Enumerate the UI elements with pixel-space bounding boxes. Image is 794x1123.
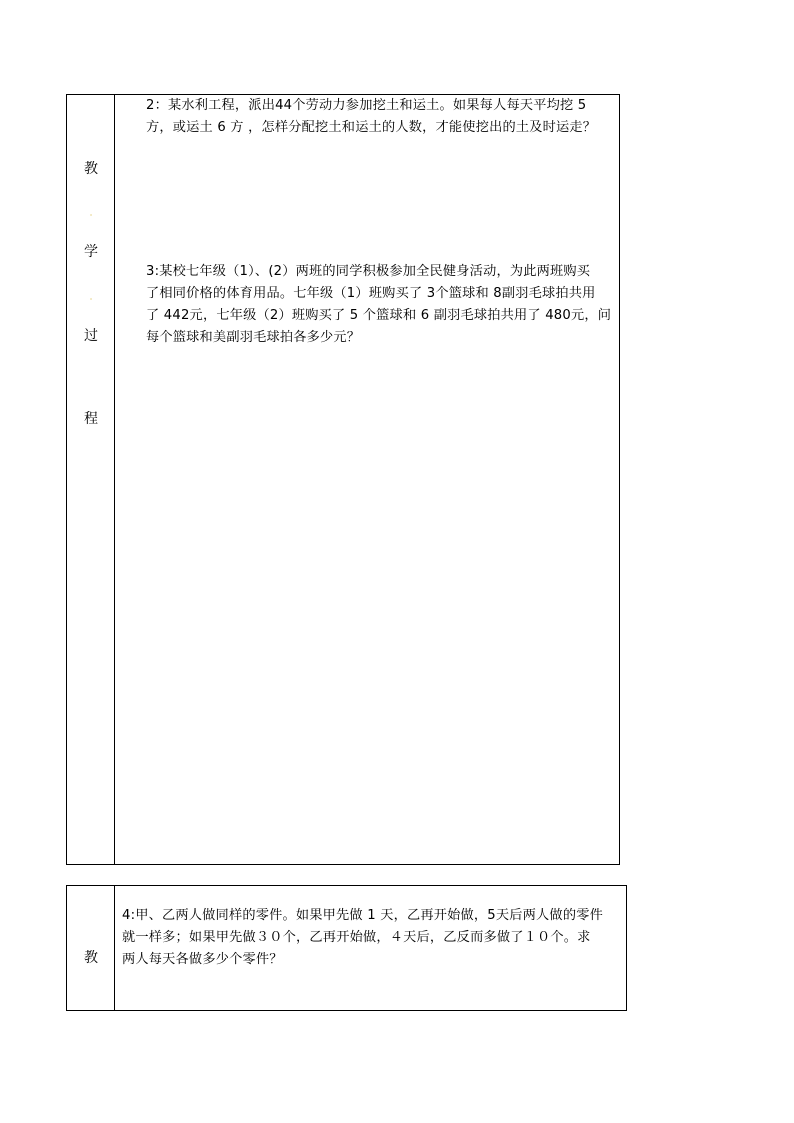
label-char-xue: 学: [84, 244, 98, 260]
problem-4: [122, 905, 603, 971]
label-char-guo: 过: [84, 328, 98, 344]
section-label-column-2: [67, 886, 115, 1010]
problem-2-line: 2：某水利工程，派出44个劳动力参加挖土和运土。如果每人每天平均挖 5: [146, 98, 587, 113]
teaching-table-2: [66, 885, 627, 1011]
label-char-jiao: 教: [84, 950, 98, 966]
problem-4-line: 就一样多；如果甲先做３０个，乙再开始做，４天后，乙反而多做了１０个。求: [122, 930, 591, 945]
label-char-cheng: 程: [84, 411, 98, 427]
problem-3-line: 3:某校七年级（1）、(2）两班的同学积极参加全民健身活动，为此两班购买: [146, 264, 591, 279]
problem-3-line: 每个篮球和美副羽毛球拍各多少元？: [146, 330, 361, 345]
problem-3-line: 了相同价格的体育用品。七年级（1）班购买了 3个篮球和 8副羽毛球拍共用: [146, 286, 596, 301]
problem-3: [146, 261, 611, 349]
teaching-process-table: [66, 94, 620, 865]
label-dot: ·: [89, 211, 93, 220]
problem-3-line: 了 442元，七年级（2）班购买了 5 个篮球和 6 副羽毛球拍共用了 480元，问: [146, 308, 612, 323]
section-label-column: [67, 95, 115, 864]
problem-4-line: 两人每天各做多少个零件？: [122, 952, 283, 967]
problem-4-line: 4:甲、乙两人做同样的零件。如果甲先做 1 天，乙再开始做，5天后两人做的零件: [122, 908, 603, 923]
label-char-jiao: 教: [84, 161, 98, 177]
problem-2-line: 方，或运土 6 方 ，怎样分配挖土和运土的人数，才能使挖出的土及时运走？: [146, 120, 597, 135]
label-dot: ·: [89, 295, 93, 304]
problem-2: [146, 95, 596, 139]
